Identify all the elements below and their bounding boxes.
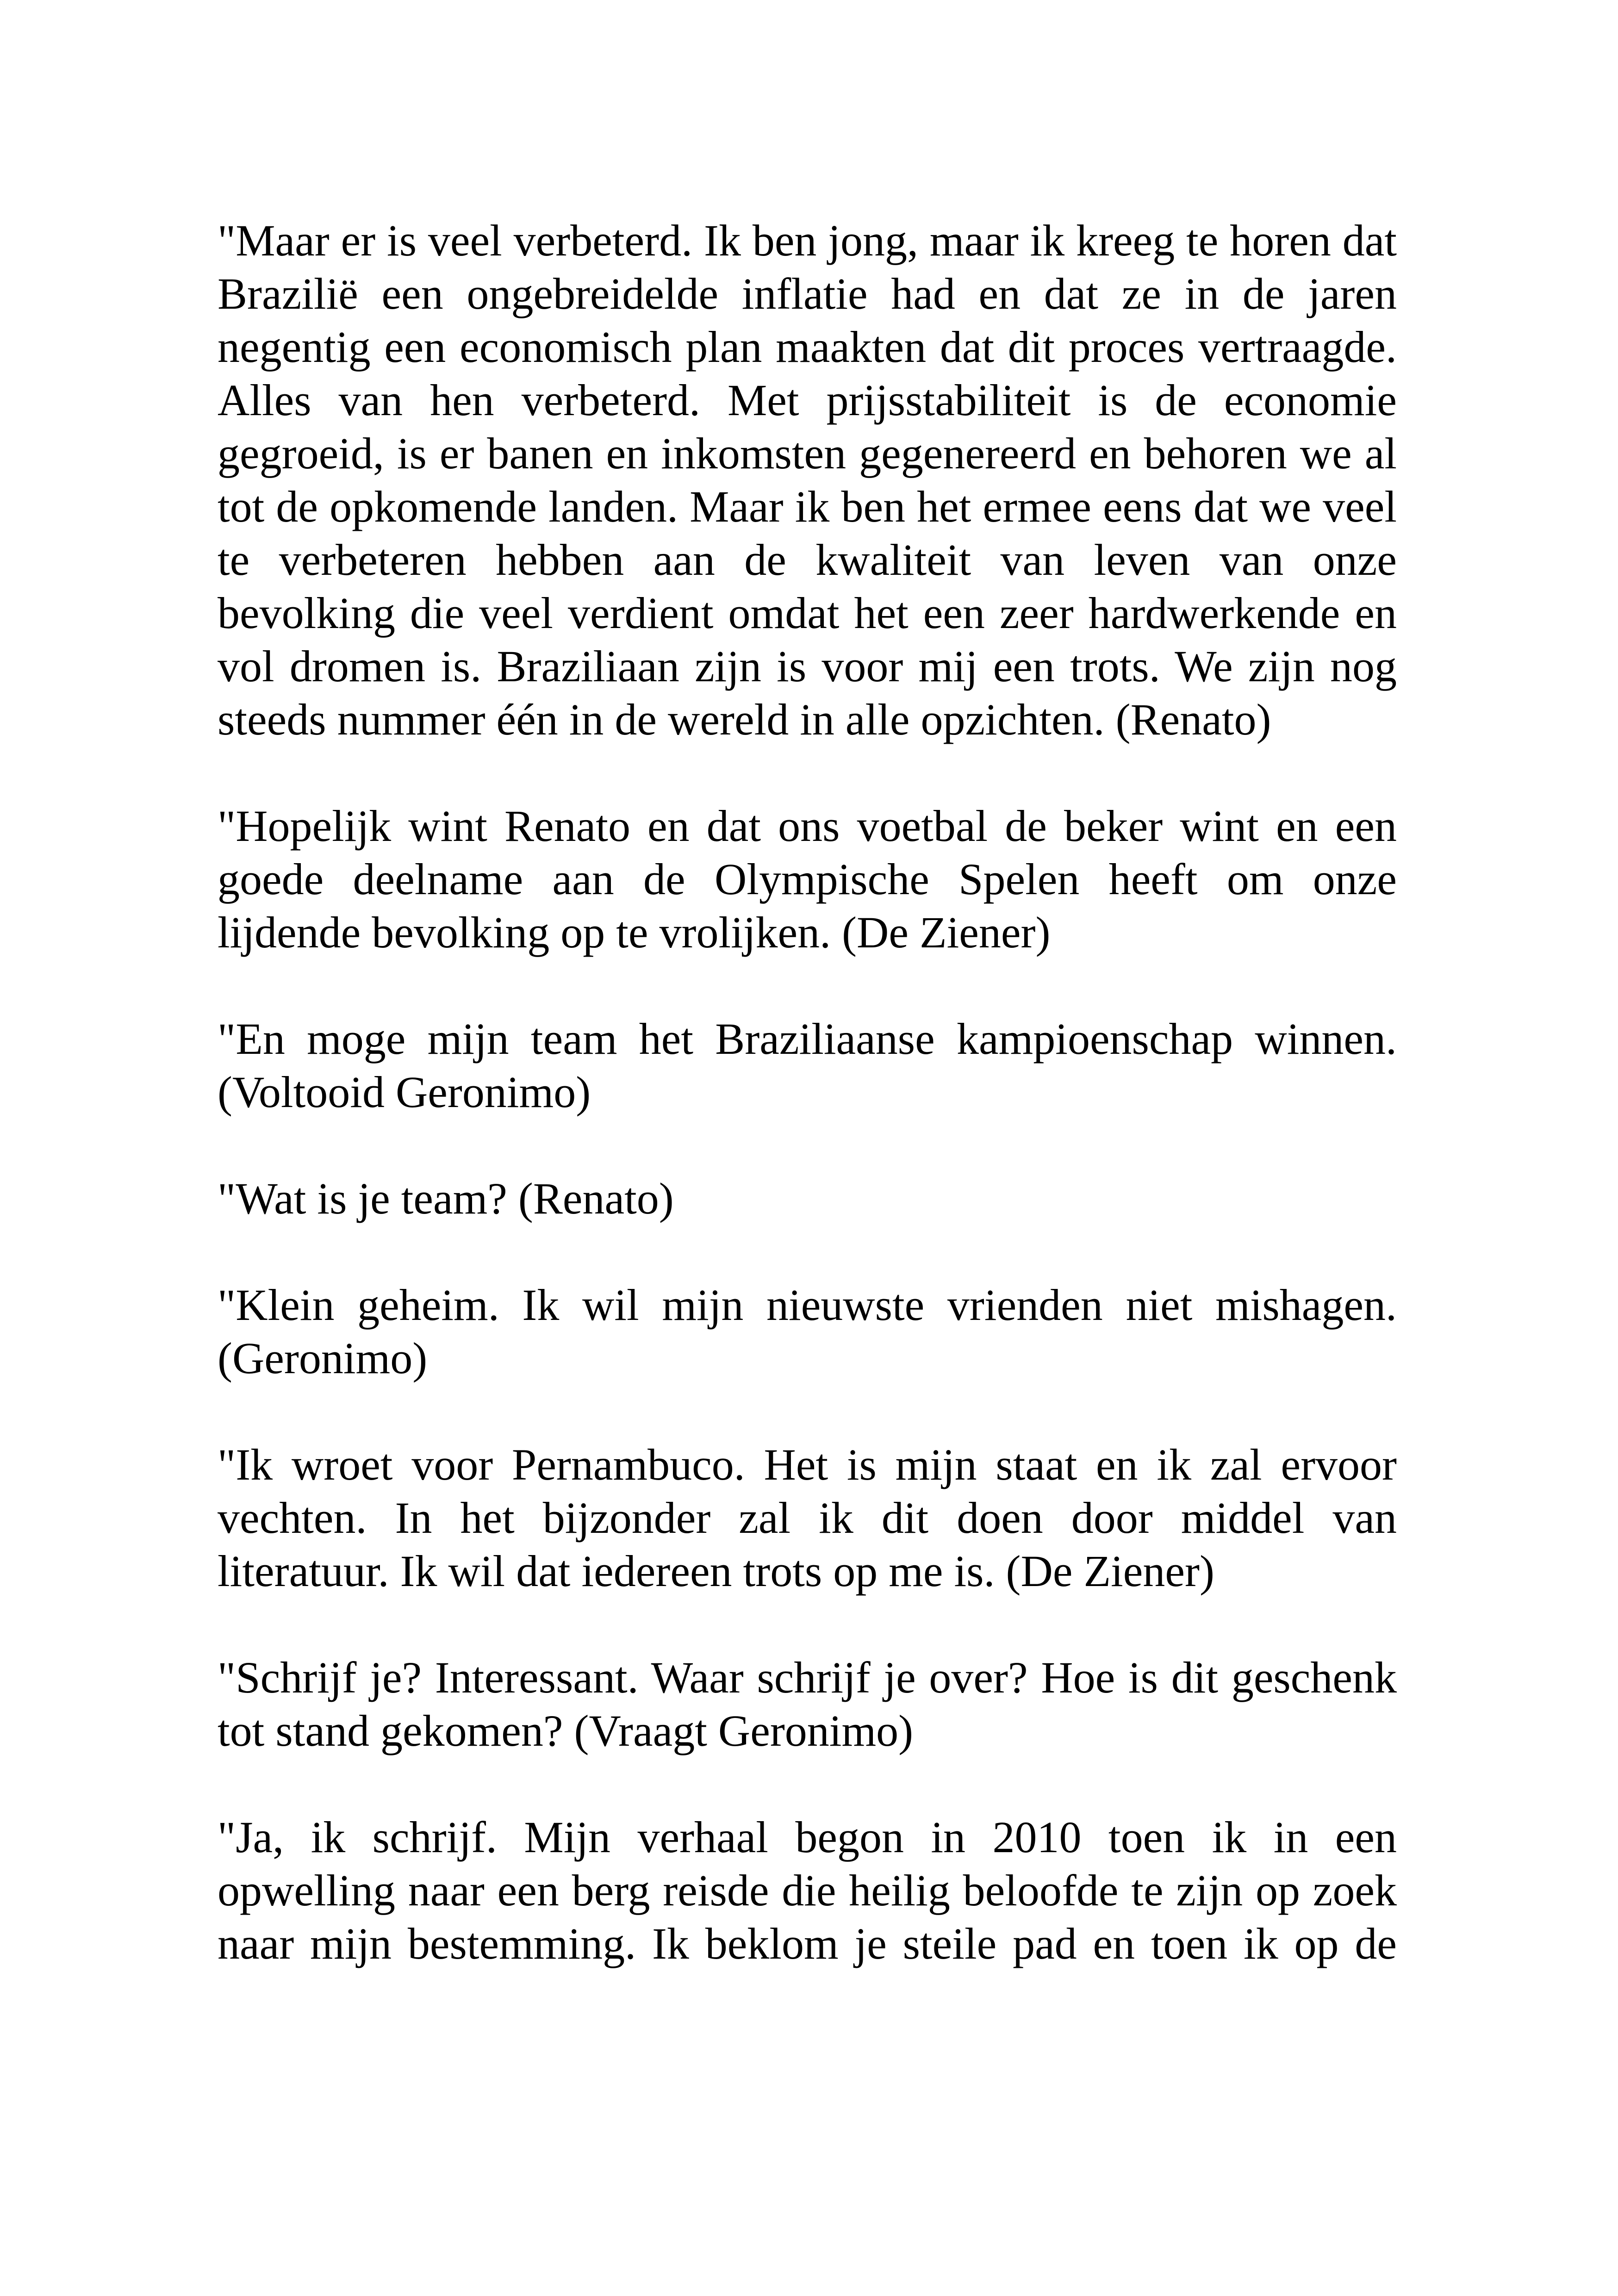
paragraph-geronimo-team-wish: "En moge mijn team het Braziliaanse kampioenschap winnen. (Voltooid Geronimo) [218, 1014, 1397, 1117]
paragraph-ziener-story: "Ja, ik schrijf. Mijn verhaal begon in 2010 toen ik in een opwelling naar een berg reisde die heilig beloofde te zijn op zoek naar mijn bestemming. Ik beklom je steile pad en toen ik op de [218, 1812, 1397, 1968]
paragraph-geronimo-secret: "Klein geheim. Ik wil mijn nieuwste vrienden niet mishagen. (Geronimo) [218, 1280, 1397, 1383]
paragraph-renato-question: "Wat is je team? (Renato) [218, 1174, 674, 1223]
paragraph-ziener-pernambuco: "Ik wroet voor Pernambuco. Het is mijn staat en ik zal ervoor vechten. In het bijzonder zal ik dit doen door middel van literatuur. Ik wil dat iedereen trots op me is. (De Ziener) [218, 1440, 1397, 1596]
paragraph-ziener-hope: "Hopelijk wint Renato en dat ons voetbal de beker wint en een goede deelname aan de Olympische Spelen heeft om onze lijdende bevolking op te vrolijken. (De Ziener) [218, 801, 1397, 957]
paragraph-geronimo-writing-question: "Schrijf je? Interessant. Waar schrijf je over? Hoe is dit geschenk tot stand gekomen? (Vraagt Geronimo) [218, 1653, 1397, 1755]
paragraph-renato-economy: "Maar er is veel verbeterd. Ik ben jong, maar ik kreeg te horen dat Brazilië een ongebreidelde inflatie had en dat ze in de jaren negentig een economisch plan maakten dat dit proces vertraagde. Alles van hen verbeterd. Met prijsstabiliteit is de economie gegroeid, is er banen en inkomsten gegenereerd en behoren we al tot de opkomende landen. Maar ik ben het ermee eens dat we veel te verbeteren hebben aan de kwaliteit van leven van onze bevolking die veel verdient omdat het een zeer hardwerkende en vol dromen is. Braziliaan zijn is voor mij een trots. We zijn nog steeds nummer één in de wereld in alle opzichten. (Renato) [218, 216, 1397, 744]
document-body [218, 214, 1397, 2023]
